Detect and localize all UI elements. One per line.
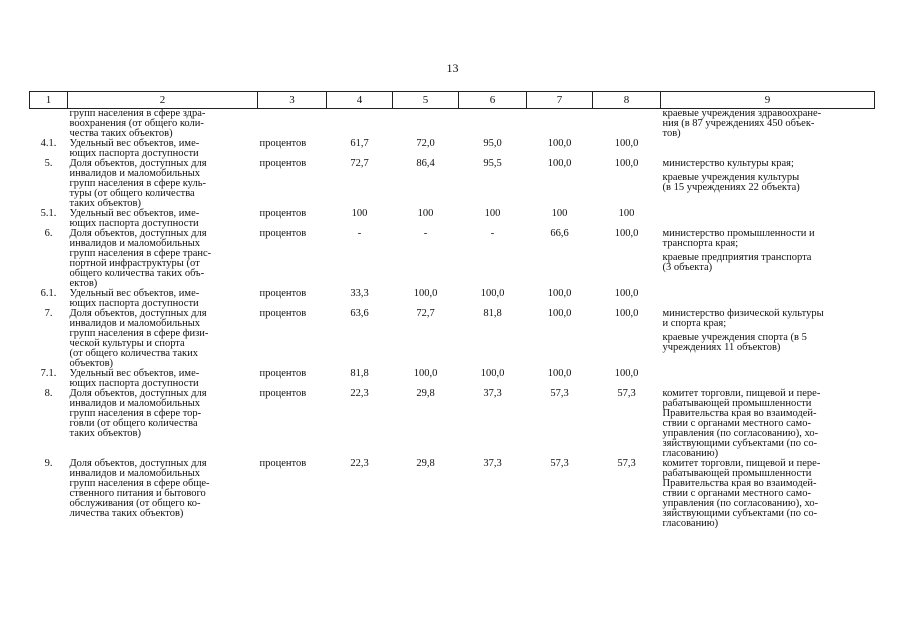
value-cell [527, 109, 593, 140]
value-cell [393, 139, 459, 159]
value-cell [327, 209, 393, 229]
value-cell [327, 109, 393, 140]
value-cell [527, 159, 593, 209]
row-number-text: 7. [44, 308, 53, 319]
row-number [30, 389, 68, 459]
unit [258, 229, 327, 289]
value-cell-text: 95,5 [483, 158, 502, 169]
unit [258, 139, 327, 159]
table-row [30, 229, 875, 289]
indicator-name-text: Удельный вес объектов, име- ющих паспорта доступности [69, 288, 200, 309]
column-header: 4 [327, 92, 393, 109]
value-cell-text: 57,3 [617, 388, 636, 399]
table-row [30, 369, 875, 389]
value-cell [393, 459, 459, 529]
value-cell [527, 229, 593, 289]
indicator-name [68, 109, 258, 140]
indicators-table [29, 91, 875, 529]
value-cell-text: 100,0 [614, 308, 639, 319]
responsible-text: комитет торговли, пищевой и пере- рабатывающей промышленности Правительства края во взаимодей- ствии с органами местного само- управления (по согласованию), хо- зяйствующими субъектами (по со- гласованию) [662, 458, 821, 529]
indicator-name [68, 159, 258, 209]
indicator-name-text: Доля объектов, доступных для инвалидов и маломобильных групп населения в сфере физи- ческой культуры и спорта (от общего количества таких объектов) [69, 308, 209, 369]
row-number [30, 109, 68, 140]
value-cell [327, 309, 393, 369]
unit [258, 289, 327, 309]
value-cell-text: 100,0 [614, 228, 639, 239]
indicator-name [68, 139, 258, 159]
value-cell [593, 209, 661, 229]
unit [258, 369, 327, 389]
value-cell [393, 229, 459, 289]
responsible-cell [661, 369, 875, 389]
responsible-cell [661, 389, 875, 459]
responsible-cell [661, 309, 875, 369]
value-cell [593, 459, 661, 529]
value-cell [527, 459, 593, 529]
unit [258, 159, 327, 209]
value-cell-text: 37,3 [483, 388, 502, 399]
indicator-name-text: Доля объектов, доступных для инвалидов и маломобильных групп населения в сфере тор- говли (от общего количества таких объектов) [69, 388, 207, 439]
table-row [30, 289, 875, 309]
value-cell [393, 159, 459, 209]
unit [258, 389, 327, 459]
value-cell-text: 57,3 [617, 458, 636, 469]
value-cell [527, 309, 593, 369]
table-row [30, 159, 875, 209]
unit [258, 459, 327, 529]
value-cell [459, 289, 527, 309]
value-cell [527, 139, 593, 159]
value-cell-text: 95,0 [483, 138, 502, 149]
value-cell [527, 209, 593, 229]
indicator-name-text: Доля объектов, доступных для инвалидов и маломобильных групп населения в сфере куль- туры (от общего количества таких объектов) [69, 158, 207, 209]
value-cell-text: 22,3 [350, 388, 369, 399]
value-cell [393, 209, 459, 229]
value-cell-text: 81,8 [483, 308, 502, 319]
unit-text: процентов [259, 158, 307, 169]
value-cell-text: 100 [551, 208, 568, 219]
value-cell-text: - [490, 228, 495, 239]
indicator-name-text: Доля объектов, доступных для инвалидов и маломобильных групп населения в сфере транс- портной инфраструктуры (от общего количества таких объ- ектов) [69, 228, 212, 289]
value-cell [327, 389, 393, 459]
value-cell [459, 389, 527, 459]
value-cell-text: 72,7 [350, 158, 369, 169]
value-cell [393, 289, 459, 309]
value-cell-text: 100,0 [547, 288, 572, 299]
table-body [30, 109, 875, 530]
column-header: 8 [593, 92, 661, 109]
table-header-row [30, 92, 875, 109]
value-cell-text: 81,8 [350, 368, 369, 379]
value-cell [593, 309, 661, 369]
value-cell [459, 139, 527, 159]
row-number [30, 369, 68, 389]
responsible-text: министерство физической культуры и спорта края; [662, 308, 824, 329]
value-cell-text: - [423, 228, 428, 239]
indicator-name [68, 309, 258, 369]
value-cell [327, 229, 393, 289]
row-number-text: 4.1. [40, 138, 57, 149]
responsible-text: комитет торговли, пищевой и пере- рабатывающей промышленности Правительства края во взаимодей- ствии с органами местного само- управления (по согласованию), хо- зяйствующими субъектами (по со- гласованию) [662, 388, 821, 459]
value-cell [459, 309, 527, 369]
table-row [30, 389, 875, 459]
value-cell-text: 100,0 [480, 368, 505, 379]
unit-text: процентов [259, 288, 307, 299]
value-cell-text: 100,0 [547, 138, 572, 149]
value-cell [459, 209, 527, 229]
row-number [30, 309, 68, 369]
indicator-name-text: Доля объектов, доступных для инвалидов и маломобильных групп населения в сфере обще- ственного питания и бытового обслуживания (от общего ко- личества таких объектов) [69, 458, 210, 519]
table-row [30, 209, 875, 229]
column-header: 7 [527, 92, 593, 109]
responsible-text: краевые учреждения культуры (в 15 учреждениях 22 объекта) [662, 172, 800, 193]
responsible-text: министерство промышленности и транспорта края; [662, 228, 815, 249]
responsible-text: краевые учреждения спорта (в 5 учреждениях 11 объектов) [662, 332, 807, 353]
unit-text: процентов [259, 458, 307, 469]
indicator-name-text: Удельный вес объектов, име- ющих паспорта доступности [69, 208, 200, 229]
value-cell-text: 100,0 [413, 368, 438, 379]
row-number-text: 6. [44, 228, 53, 239]
value-cell [459, 229, 527, 289]
unit-text: процентов [259, 368, 307, 379]
responsible-cell [661, 459, 875, 529]
value-cell [459, 459, 527, 529]
row-number-text: 9. [44, 458, 53, 469]
responsible-text: министерство культуры края; [662, 158, 794, 169]
value-cell [593, 289, 661, 309]
value-cell [593, 369, 661, 389]
value-cell-text: 72,7 [416, 308, 435, 319]
indicator-name [68, 369, 258, 389]
value-cell-text: 100,0 [547, 308, 572, 319]
value-cell-text: 100,0 [614, 138, 639, 149]
indicator-name [68, 289, 258, 309]
table-row [30, 459, 875, 529]
value-cell [593, 139, 661, 159]
responsible-text: краевые учреждения здравоохране- ния (в 87 учреждениях 450 объек- тов) [662, 108, 822, 139]
value-cell [459, 109, 527, 140]
row-number-text: 8. [44, 388, 53, 399]
value-cell-text: 100,0 [614, 288, 639, 299]
value-cell [393, 389, 459, 459]
value-cell-text: 100 [351, 208, 368, 219]
unit-text: процентов [259, 388, 307, 399]
value-cell [593, 159, 661, 209]
row-number [30, 289, 68, 309]
indicator-name [68, 459, 258, 529]
value-cell [527, 289, 593, 309]
value-cell [527, 389, 593, 459]
value-cell-text: 100,0 [480, 288, 505, 299]
row-number-text: 6.1. [40, 288, 57, 299]
table-row [30, 109, 875, 140]
value-cell [327, 159, 393, 209]
indicator-name-text: Удельный вес объектов, име- ющих паспорта доступности [69, 138, 200, 159]
row-number [30, 459, 68, 529]
value-cell-text: 33,3 [350, 288, 369, 299]
indicator-name-text: групп населения в сфере здра- воохранения (от общего коли- чества таких объектов) [69, 108, 206, 139]
value-cell-text: 57,3 [550, 388, 569, 399]
responsible-cell [661, 209, 875, 229]
unit-text: процентов [259, 228, 307, 239]
value-cell-text: 29,8 [416, 388, 435, 399]
value-cell-text: 63,6 [350, 308, 369, 319]
value-cell-text: 86,4 [416, 158, 435, 169]
value-cell [393, 369, 459, 389]
row-number [30, 159, 68, 209]
indicator-name [68, 209, 258, 229]
value-cell-text: 72,0 [416, 138, 435, 149]
unit [258, 309, 327, 369]
value-cell [459, 159, 527, 209]
value-cell [459, 369, 527, 389]
unit-text: процентов [259, 308, 307, 319]
value-cell [327, 369, 393, 389]
column-header: 2 [68, 92, 258, 109]
value-cell-text: 37,3 [483, 458, 502, 469]
value-cell-text: 61,7 [350, 138, 369, 149]
value-cell [527, 369, 593, 389]
value-cell-text: 57,3 [550, 458, 569, 469]
value-cell [593, 389, 661, 459]
indicator-name-text: Удельный вес объектов, име- ющих паспорта доступности [69, 368, 200, 389]
value-cell-text: 66,6 [550, 228, 569, 239]
value-cell [593, 229, 661, 289]
value-cell-text: 100 [484, 208, 501, 219]
column-header: 1 [30, 92, 68, 109]
row-number-text: 5. [44, 158, 53, 169]
value-cell [393, 309, 459, 369]
responsible-text: краевые предприятия транспорта (3 объекта) [662, 252, 812, 273]
value-cell [593, 109, 661, 140]
indicator-name [68, 389, 258, 459]
column-header: 5 [393, 92, 459, 109]
value-cell [327, 139, 393, 159]
row-number [30, 209, 68, 229]
row-number [30, 139, 68, 159]
value-cell [327, 459, 393, 529]
row-number-text: 7.1. [40, 368, 57, 379]
column-header: 6 [459, 92, 527, 109]
value-cell [327, 289, 393, 309]
value-cell-text: 100 [618, 208, 635, 219]
unit [258, 109, 327, 140]
responsible-cell [661, 229, 875, 289]
unit-text: процентов [259, 138, 307, 149]
unit-text: процентов [259, 208, 307, 219]
value-cell-text: 100,0 [614, 368, 639, 379]
value-cell-text: 100 [417, 208, 434, 219]
indicator-name [68, 229, 258, 289]
row-number-text: 5.1. [40, 208, 57, 219]
value-cell-text: - [357, 228, 362, 239]
table-row [30, 139, 875, 159]
column-header: 9 [661, 92, 875, 109]
value-cell-text: 100,0 [547, 158, 572, 169]
value-cell-text: 100,0 [413, 288, 438, 299]
responsible-cell [661, 109, 875, 140]
value-cell-text: 22,3 [350, 458, 369, 469]
value-cell-text: 29,8 [416, 458, 435, 469]
value-cell-text: 100,0 [547, 368, 572, 379]
responsible-cell [661, 139, 875, 159]
unit [258, 209, 327, 229]
page-number: 13 [446, 61, 459, 75]
row-number [30, 229, 68, 289]
responsible-cell [661, 289, 875, 309]
column-header: 3 [258, 92, 327, 109]
table-row [30, 309, 875, 369]
value-cell-text: 100,0 [614, 158, 639, 169]
value-cell [393, 109, 459, 140]
responsible-cell [661, 159, 875, 209]
